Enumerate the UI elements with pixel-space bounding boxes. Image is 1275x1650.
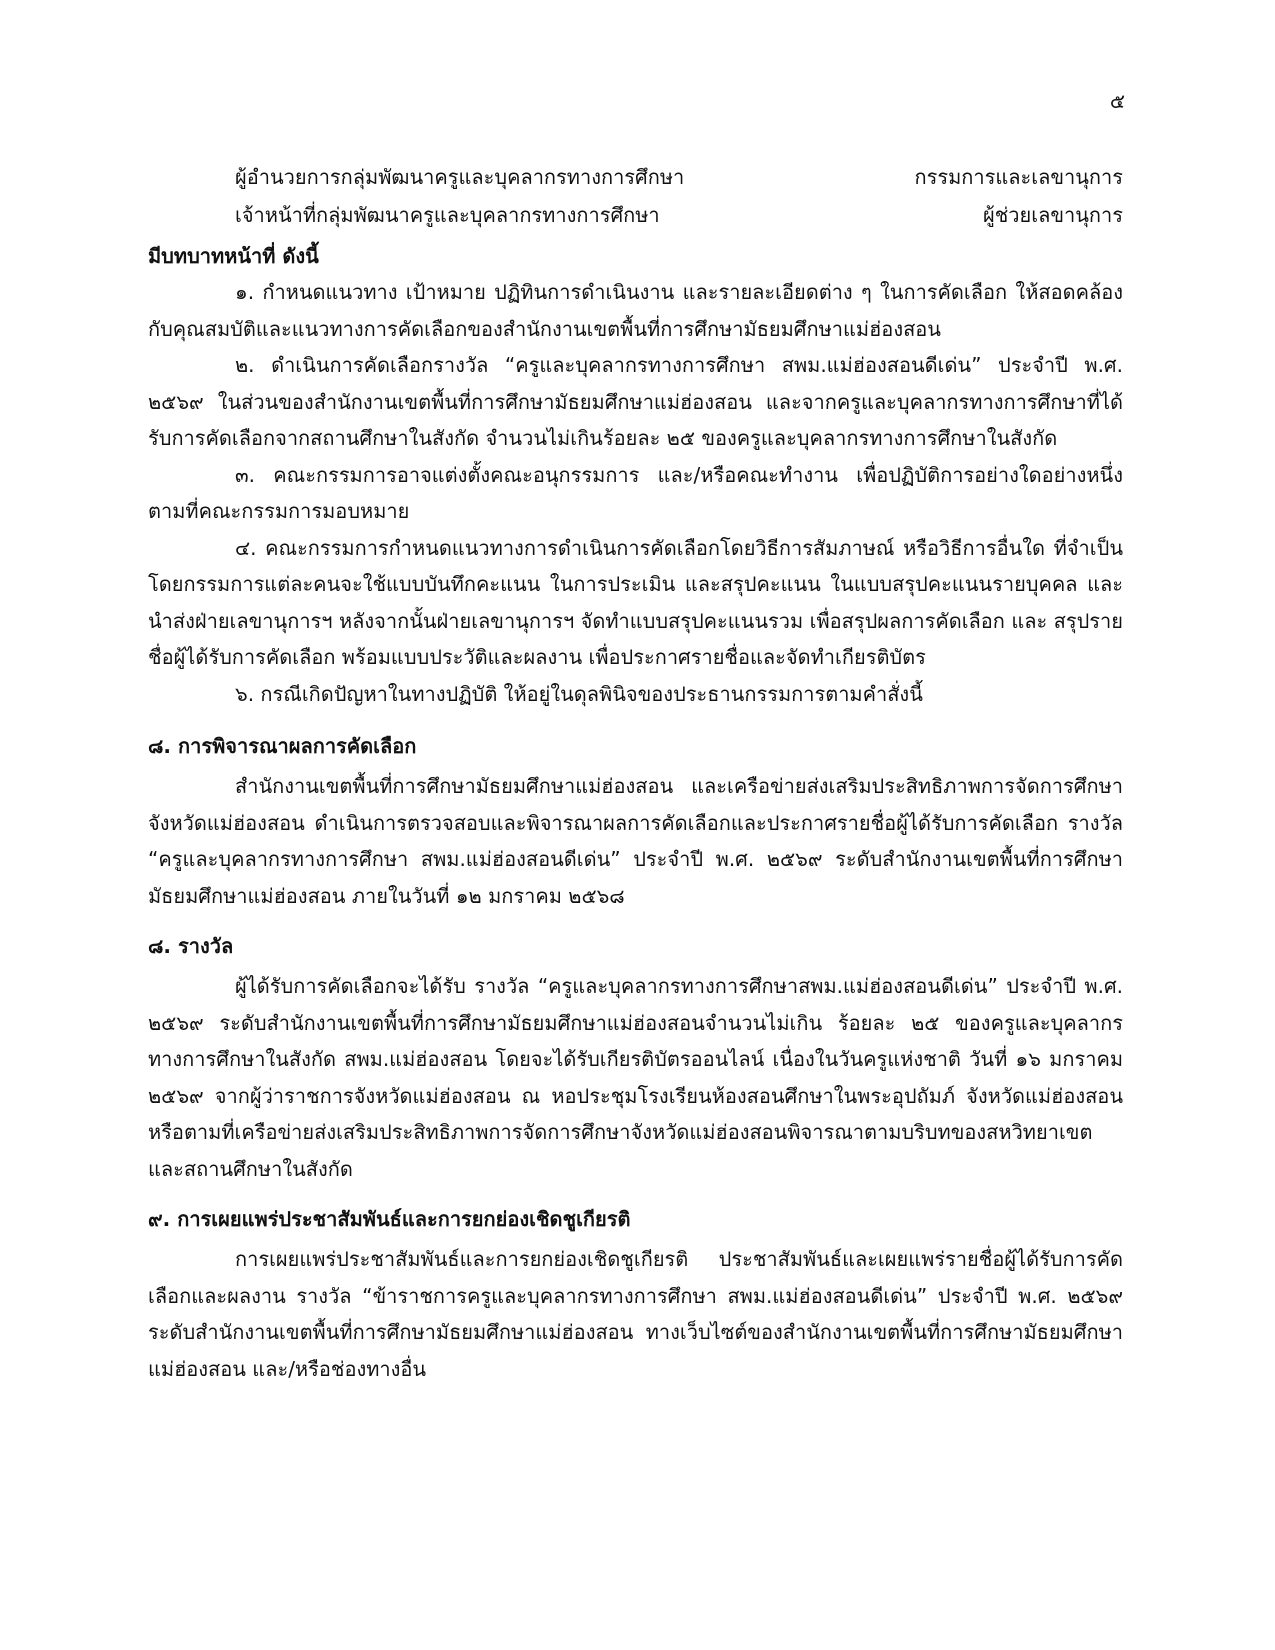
committee-member-name: ผู้อำนวยการกลุ่มพัฒนาครูและบุคลากรทางการศึกษา [235, 165, 685, 189]
committee-member-row [148, 158, 1123, 196]
committee-member-role: ผู้ช่วยเลขานุการ [983, 203, 1123, 227]
committee-member-role: กรรมการและเลขานุการ [914, 165, 1123, 189]
committee-member-name: เจ้าหน้าที่กลุ่มพัฒนาครูและบุคลากรทางการศึกษา [235, 203, 660, 227]
page-number: ๕ [1109, 89, 1125, 113]
section-heading-publicity: ๙. การเผยแพร่ประชาสัมพันธ์และการยกย่องเชิดชูเกียรติ [148, 1207, 631, 1231]
section-body-award: ผู้ได้รับการคัดเลือกจะได้รับ รางวัล “ครูและบุคลากรทางการศึกษาสพม.แม่ฮ่องสอนดีเด่น” ประจำปี พ.ศ. ๒๕๖๙ ระดับสำนักงานเขตพื้นที่การศึกษามัธยมศึกษาแม่ฮ่องสอนจำนวนไม่เกิน ร้อยละ ๒๕ ของครูและบุคลากรทางการศึกษาในสังกัด สพม.แม่ฮ่องสอน โดยจะได้รับเกียรติบัตรออนไลน์ เนื่องในวันครูแห่งชาติ วันที่ ๑๖ มกราคม ๒๕๖๙ จากผู้ว่าราชการจังหวัดแม่ฮ่องสอน ณ หอประชุมโรงเรียนห้องสอนศึกษาในพระอุปถัมภ์ จังหวัดแม่ฮ่องสอน หรือตามที่เครือข่ายส่งเสริมประสิทธิภาพการจัดการศึกษาจังหวัดแม่ฮ่องสอนพิจารณาตามบริบทของสหวิทยาเขต และสถานศึกษาในสังกัด [148, 974, 1123, 1181]
duty-item: ๒. ดำเนินการคัดเลือกรางวัล “ครูและบุคลากรทางการศึกษา สพม.แม่ฮ่องสอนดีเด่น” ประจำปี พ.ศ. ๒๕๖๙ ในส่วนของสำนักงานเขตพื้นที่การศึกษามัธยมศึกษาแม่ฮ่องสอน และจากครูและบุคลากรทางการศึกษาที่ได้รับการคัดเลือกจากสถานศึกษาในสังกัด จำนวนไม่เกินร้อยละ ๒๕ ของครูและบุคลากรทางการศึกษาในสังกัด [148, 353, 1123, 450]
committee-list [148, 158, 1123, 234]
duty-item: ๔. คณะกรรมการกำหนดแนวทางการดำเนินการคัดเลือกโดยวิธีการสัมภาษณ์ หรือวิธีการอื่นใด ที่จำเป็น โดยกรรมการแต่ละคนจะใช้แบบบันทึกคะแนน ในการประเมิน และสรุปคะแนน ในแบบสรุปคะแนนรายบุคคล และนำส่งฝ่ายเลขานุการฯ หลังจากนั้นฝ่ายเลขานุการฯ จัดทำแบบสรุปคะแนนรวม เพื่อสรุปผลการคัดเลือก และ สรุปรายชื่อผู้ได้รับการคัดเลือก พร้อมแบบประวัติและผลงาน เพื่อประกาศรายชื่อและจัดทำเกียรติบัตร [148, 535, 1123, 669]
duty-item: ๓. คณะกรรมการอาจแต่งตั้งคณะอนุกรรมการ และ/หรือคณะทำงาน เพื่อปฏิบัติการอย่างใดอย่างหนึ่ง ตามที่คณะกรรมการมอบหมาย [148, 462, 1123, 523]
committee-member-row [148, 196, 1123, 234]
duty-item: ๑. กำหนดแนวทาง เป้าหมาย ปฏิทินการดำเนินงาน และรายละเอียดต่าง ๆ ในการคัดเลือก ให้สอดคล้องกับคุณสมบัติและแนวทางการคัดเลือกของสำนักงานเขตพื้นที่การศึกษามัธยมศึกษาแม่ฮ่องสอน [148, 280, 1123, 341]
section-body-evaluation: สำนักงานเขตพื้นที่การศึกษามัธยมศึกษาแม่ฮ่องสอน และเครือข่ายส่งเสริมประสิทธิภาพการจัดการศึกษาจังหวัดแม่ฮ่องสอน ดำเนินการตรวจสอบและพิจารณาผลการคัดเลือกและประกาศรายชื่อผู้ได้รับการคัดเลือก รางวัล “ครูและบุคลากรทางการศึกษา สพม.แม่ฮ่องสอนดีเด่น” ประจำปี พ.ศ. ๒๕๖๙ ระดับสำนักงานเขตพื้นที่การศึกษามัธยมศึกษาแม่ฮ่องสอน ภายในวันที่ ๑๒ มกราคม ๒๕๖๘ [148, 774, 1123, 908]
section-heading-evaluation: ๘. การพิจารณาผลการคัดเลือก [148, 734, 417, 758]
duties-heading: มีบทบาทหน้าที่ ดังนี้ [148, 244, 319, 268]
document-body [148, 238, 1123, 1387]
section-heading-award: ๘. รางวัล [148, 934, 234, 958]
section-body-publicity: การเผยแพร่ประชาสัมพันธ์และการยกย่องเชิดชูเกียรติ ประชาสัมพันธ์และเผยแพร่รายชื่อผู้ได้รับการคัดเลือกและผลงาน รางวัล “ข้าราชการครูและบุคลากรทางการศึกษา สพม.แม่ฮ่องสอนดีเด่น” ประจำปี พ.ศ. ๒๕๖๙ ระดับสำนักงานเขตพื้นที่การศึกษามัธยมศึกษาแม่ฮ่องสอน ทางเว็บไซต์ของสำนักงานเขตพื้นที่การศึกษามัธยมศึกษาแม่ฮ่องสอน และ/หรือช่องทางอื่น [148, 1247, 1123, 1381]
duty-item: ๖. กรณีเกิดปัญหาในทางปฏิบัติ ให้อยู่ในดุลพินิจของประธานกรรมการตามคำสั่งนี้ [235, 681, 923, 706]
